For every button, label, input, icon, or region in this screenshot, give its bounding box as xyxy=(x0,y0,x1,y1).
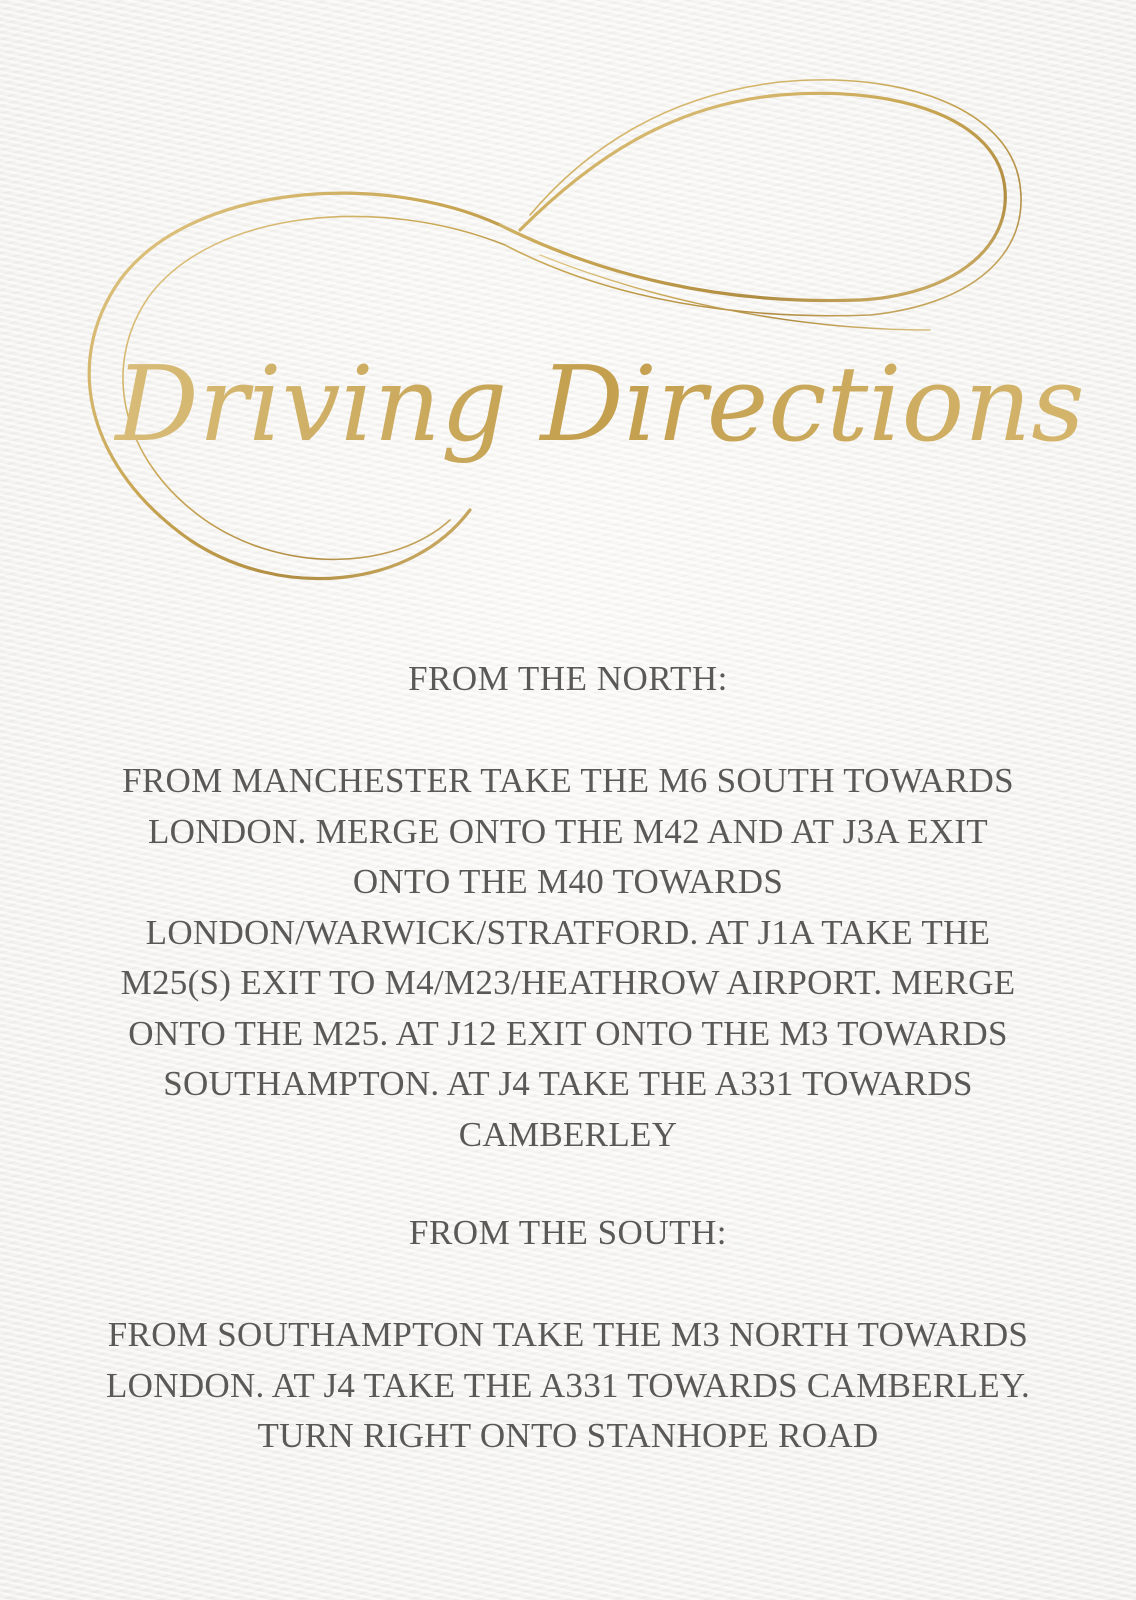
section-body-north: FROM MANCHESTER TAKE THE M6 SOUTH TOWARDS LONDON. MERGE ONTO THE M42 AND AT J3A EXIT ONTO THE M40 TOWARDS LONDON/WARWICK/STRATFORD. AT J1A TAKE THE M25(S) EXIT TO M4/M23/HEATHROW AIRPORT. MERGE ONTO THE M25. AT J12 EXIT ONTO THE M3 TOWARDS SOUTHAMPTON. AT J4 TAKE THE A331 TOWARDS CAMBERLEY xyxy=(120,761,1016,1154)
infinity-ornament-icon xyxy=(0,0,1136,620)
section-heading-south: FROM THE SOUTH: xyxy=(408,1213,727,1252)
title-script xyxy=(0,340,1136,480)
section-body-south: FROM SOUTHAMPTON TAKE THE M3 NORTH TOWARDS LONDON. AT J4 TAKE THE A331 TOWARDS CAMBERLEY. TURN RIGHT ONTO STANHOPE ROAD xyxy=(105,1315,1030,1455)
section-heading-north: FROM THE NORTH: xyxy=(408,659,728,698)
page-title: Driving Directions xyxy=(115,343,1085,465)
